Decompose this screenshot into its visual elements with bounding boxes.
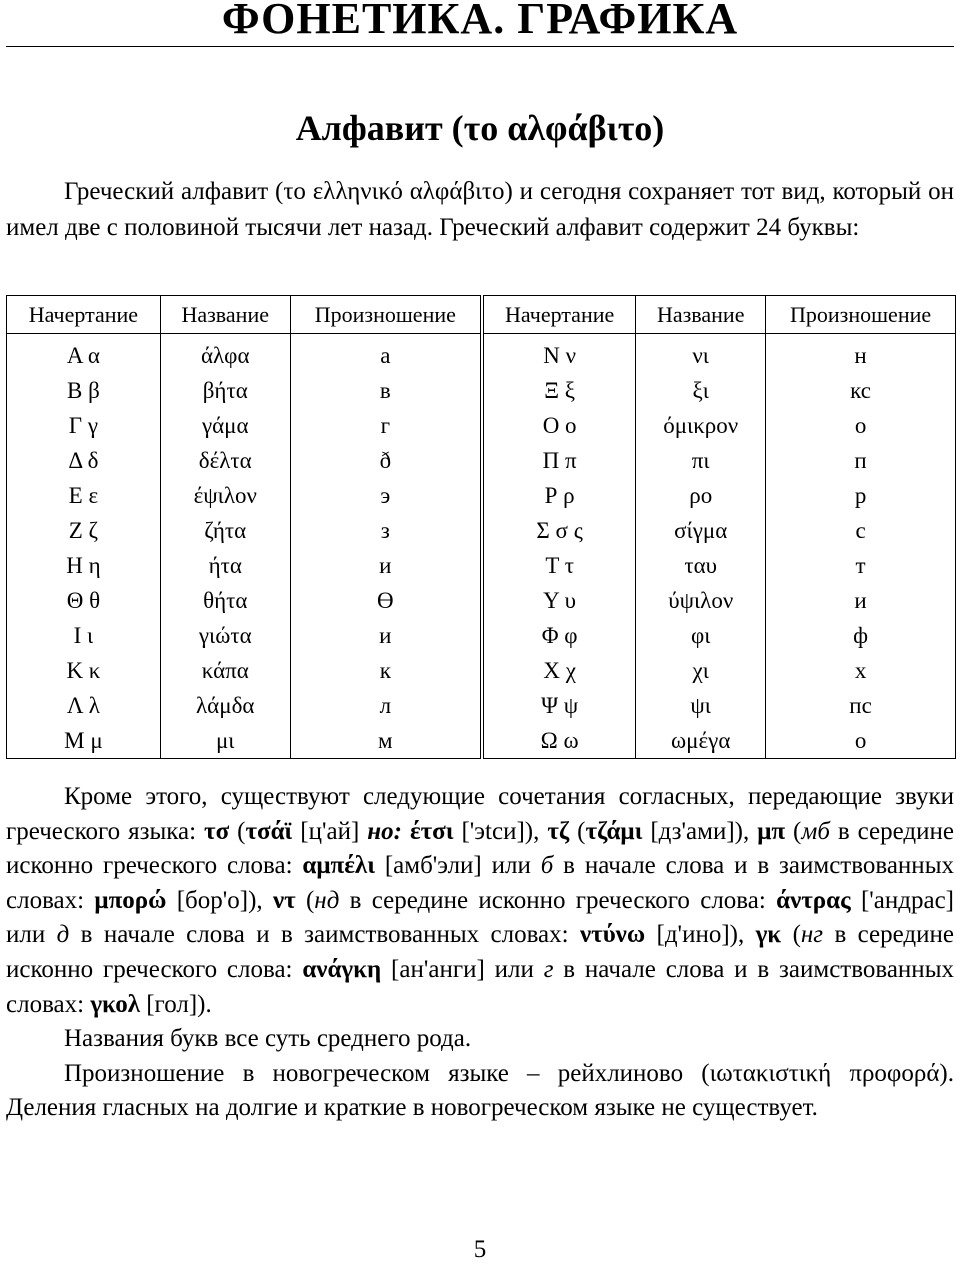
text-run: [амб'эли] или	[374, 852, 541, 880]
letter-form-cell: Π π	[482, 443, 636, 478]
text-run: в середине исконно греческого слова:	[339, 886, 777, 914]
text-run: (	[785, 817, 802, 845]
letter-form-cell: Ε ε	[7, 478, 161, 513]
letter-name-cell: ύψιλον	[636, 583, 766, 618]
letter-name-cell: όμικρον	[636, 408, 766, 443]
pronunciation-cell: э	[290, 478, 482, 513]
table-row	[7, 583, 956, 618]
letter-name-cell: γιώτα	[160, 618, 290, 653]
letter-name-cell: σίγμα	[636, 513, 766, 548]
table-row	[7, 338, 956, 373]
text-run: ['эtси]),	[453, 817, 548, 845]
letter-name-cell: ζήτα	[160, 513, 290, 548]
example-term: έτσι	[409, 817, 454, 845]
letter-form-cell: Ξ ξ	[482, 373, 636, 408]
letter-name-cell: ψι	[636, 688, 766, 723]
letter-name-cell: βήτα	[160, 373, 290, 408]
example-term: τζ	[547, 817, 570, 845]
letter-name-cell: ήτα	[160, 548, 290, 583]
column-header: Название	[160, 296, 290, 334]
column-header: Начертание	[482, 296, 636, 334]
pronunciation-cell: л	[290, 688, 482, 723]
text-run: в начале слова и в заимствованных словах:	[69, 921, 580, 949]
text-run: [д'ино]),	[645, 921, 756, 949]
letter-name-cell: νι	[636, 338, 766, 373]
example-term: мб	[801, 817, 830, 845]
example-term: ντύνω	[580, 921, 646, 949]
pronunciation-cell: н	[766, 338, 956, 373]
letter-name-cell: άλφα	[160, 338, 290, 373]
example-term: д	[56, 921, 70, 949]
column-header: Произношение	[290, 296, 482, 334]
pronunciation-cell: и	[290, 548, 482, 583]
pronunciation-cell: кс	[766, 373, 956, 408]
text-run	[402, 818, 410, 845]
text-run: в середине исконно греческого слова:	[6, 817, 954, 880]
pronunciation-cell: а	[290, 338, 482, 373]
example-term: б	[540, 852, 554, 880]
table-row	[7, 618, 956, 653]
combinations-paragraph	[6, 780, 954, 1022]
pronunciation-cell: х	[766, 653, 956, 688]
pronunciation-cell: пс	[766, 688, 956, 723]
pronunciation-cell: Ө	[290, 583, 482, 618]
letter-form-cell: Η η	[7, 548, 161, 583]
table-row	[7, 408, 956, 443]
text-run: Кроме этого, существуют следующие сочетания согласных, передающие звуки греческого языка:	[6, 783, 954, 845]
letter-name-cell: χι	[636, 653, 766, 688]
example-term: τσάϊ	[245, 817, 293, 845]
letter-form-cell: Ψ ψ	[482, 688, 636, 723]
table-row	[7, 653, 956, 688]
example-term: г	[543, 955, 554, 983]
text-run: (	[569, 817, 586, 845]
table-row	[7, 723, 956, 759]
text-run: [бор'о]),	[166, 886, 273, 914]
text-run: [ан'анги] или	[381, 955, 544, 983]
letter-form-cell: Φ φ	[482, 618, 636, 653]
pronunciation-cell: и	[290, 618, 482, 653]
pronunciation-cell: з	[290, 513, 482, 548]
example-term: μπ	[757, 817, 786, 845]
section-title: Алфавит (το αλφάβιτο)	[295, 108, 665, 148]
pronunciation-cell: с	[766, 513, 956, 548]
example-term: ανάγκη	[302, 955, 382, 983]
table-row	[7, 373, 956, 408]
example-term: άντρας	[776, 886, 851, 914]
example-term: но:	[367, 817, 402, 845]
letter-form-cell: Ζ ζ	[7, 513, 161, 548]
table-row	[7, 688, 956, 723]
letter-form-cell: Β β	[7, 373, 161, 408]
letter-form-cell: Α α	[7, 338, 161, 373]
table-row	[7, 513, 956, 548]
letter-form-cell: Λ λ	[7, 688, 161, 723]
text-run: [ц'ай]	[292, 817, 368, 845]
letter-form-cell: Ο ο	[482, 408, 636, 443]
letter-name-cell: μι	[160, 723, 290, 759]
letter-name-cell: φι	[636, 618, 766, 653]
example-term: γκ	[755, 921, 782, 949]
header-rule	[6, 46, 954, 47]
pronunciation-cell: т	[766, 548, 956, 583]
pronunciation-cell: о	[766, 723, 956, 759]
letter-name-cell: ταυ	[636, 548, 766, 583]
pronunciation-cell: м	[290, 723, 482, 759]
example-term: ντ	[272, 886, 296, 914]
pronunciation-cell: ð	[290, 443, 482, 478]
letter-form-cell: Σ σ ς	[482, 513, 636, 548]
letter-name-cell: ωμέγα	[636, 723, 766, 759]
pronunciation-note: Произношение в новогреческом языке – рейхлиново (ιωτακιστική προφορά). Деления гласных на долгие и краткие в новогреческом языке не существует.	[6, 1059, 954, 1122]
letter-form-cell: Ω ω	[482, 723, 636, 759]
pronunciation-cell: г	[290, 408, 482, 443]
letter-form-cell: Δ δ	[7, 443, 161, 478]
table-header-row	[7, 296, 956, 334]
letter-name-cell: ξι	[636, 373, 766, 408]
text-run: в середине исконно греческого слова:	[6, 921, 954, 983]
text-run: [гол]).	[139, 990, 212, 1018]
column-header: Начертание	[7, 296, 161, 334]
letter-form-cell: Χ χ	[482, 653, 636, 688]
chapter-title: ФОНЕТИКА. ГРАФИКА	[221, 0, 739, 43]
pronunciation-cell: р	[766, 478, 956, 513]
intro-paragraph: Греческий алфавит (το ελληνικό αλφάβιτο) и сегодня сохраняет тот вид, который он имел две с половиной тысячи лет назад. Греческий алфавит содержит 24 буквы:	[6, 178, 954, 241]
letter-name-cell: ρο	[636, 478, 766, 513]
letter-name-cell: λάμδα	[160, 688, 290, 723]
letter-form-cell: Ι ι	[7, 618, 161, 653]
letter-form-cell: Θ θ	[7, 583, 161, 618]
example-term: μπορώ	[94, 886, 167, 914]
pronunciation-cell: о	[766, 408, 956, 443]
text-run: (	[229, 817, 246, 845]
letter-name-cell: δέλτα	[160, 443, 290, 478]
example-term: γκολ	[90, 990, 140, 1018]
page-number: 5	[473, 1236, 487, 1263]
letter-name-cell: θήτα	[160, 583, 290, 618]
example-term: τσ	[204, 817, 230, 845]
neuter-note: Названия букв все суть среднего рода.	[64, 1025, 472, 1053]
pronunciation-cell: п	[766, 443, 956, 478]
pronunciation-cell: в	[290, 373, 482, 408]
letter-name-cell: γάμα	[160, 408, 290, 443]
greek-alphabet-table	[6, 295, 956, 759]
text-run: [дз'ами]),	[642, 817, 758, 845]
letter-form-cell: Υ υ	[482, 583, 636, 618]
text-run: в начале слова и в заимствованных словах:	[6, 852, 954, 914]
letter-form-cell: Ν ν	[482, 338, 636, 373]
table-row	[7, 548, 956, 583]
column-header: Произношение	[766, 296, 956, 334]
text-run: (	[781, 921, 801, 949]
body-text	[6, 780, 954, 1126]
example-term: τζάμι	[585, 817, 643, 845]
column-header: Название	[636, 296, 766, 334]
text-run: ['андрас] или	[6, 886, 954, 949]
letter-form-cell: Τ τ	[482, 548, 636, 583]
letter-form-cell: Μ μ	[7, 723, 161, 759]
example-term: нг	[800, 921, 824, 949]
table-row	[7, 478, 956, 513]
text-run: (	[295, 886, 315, 914]
letter-form-cell: Ρ ρ	[482, 478, 636, 513]
pronunciation-cell: к	[290, 653, 482, 688]
example-term: αμπέλι	[302, 852, 375, 880]
letter-form-cell: Κ κ	[7, 653, 161, 688]
text-run: в начале слова и в заимствованных словах:	[6, 955, 954, 1018]
example-term: нд	[314, 886, 340, 914]
pronunciation-cell: и	[766, 583, 956, 618]
letter-name-cell: έψιλον	[160, 478, 290, 513]
pronunciation-cell: ф	[766, 618, 956, 653]
letter-form-cell: Γ γ	[7, 408, 161, 443]
letter-name-cell: πι	[636, 443, 766, 478]
table-row	[7, 443, 956, 478]
letter-name-cell: κάπα	[160, 653, 290, 688]
